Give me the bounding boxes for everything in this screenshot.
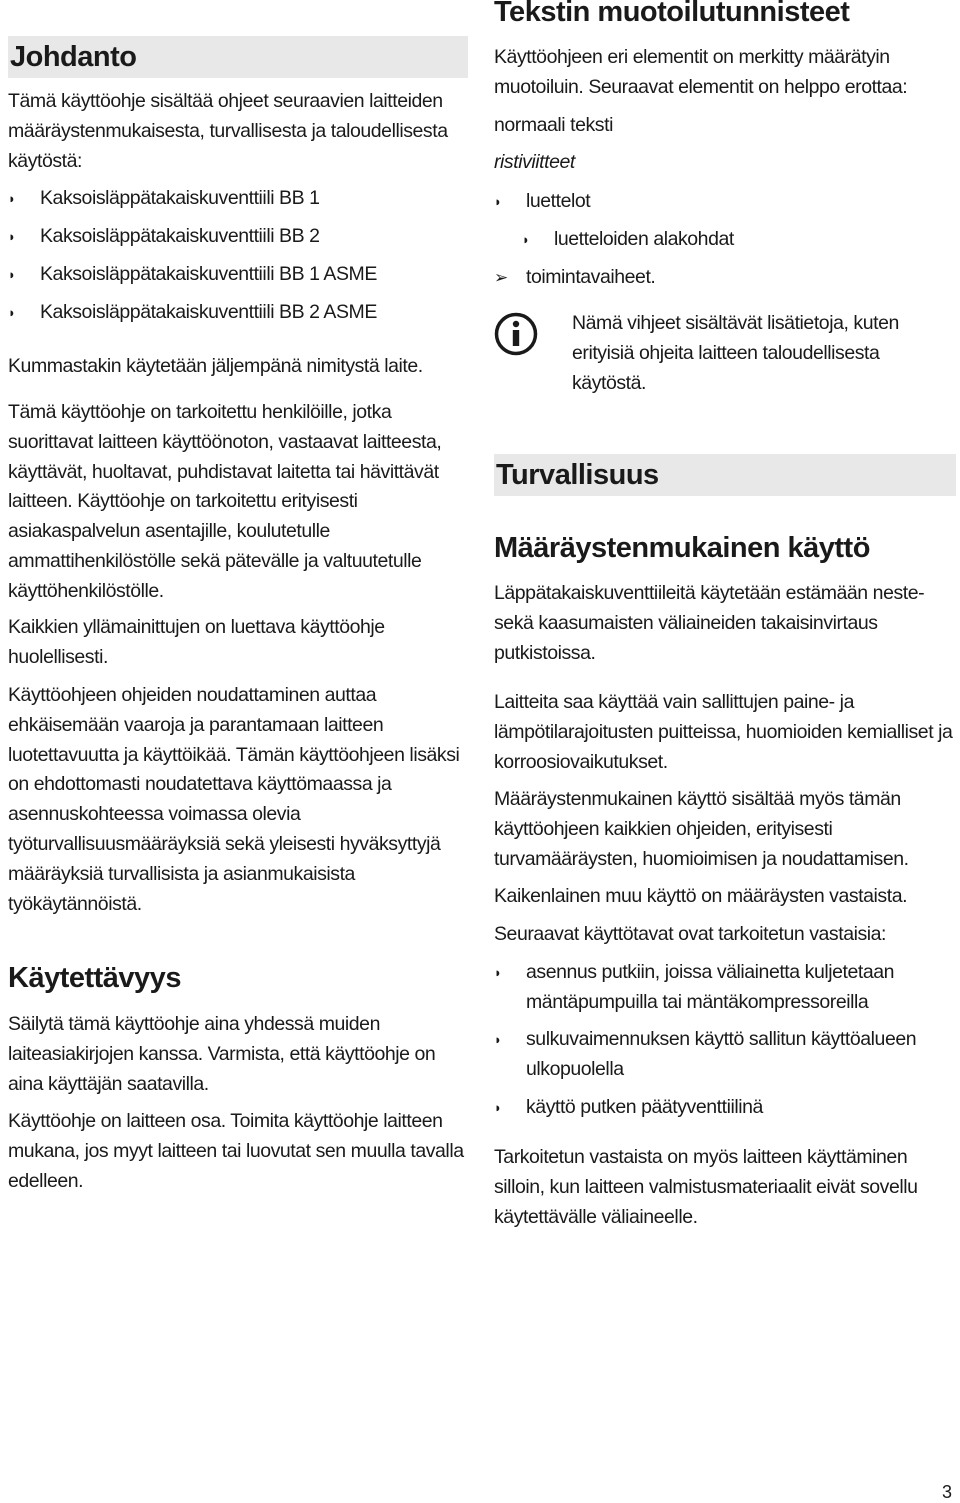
proper-text-1: Läppätakaiskuventtiileitä käytetään estämään neste- sekä kaasumaisten väliaineiden takaisinvirtaus putkistoissa. bbox=[494, 582, 925, 664]
format-heading: Tekstin muotoilutunnisteet bbox=[494, 0, 850, 28]
bullet-icon: ◗ bbox=[494, 965, 502, 980]
usability-text-1: Säilytä tämä käyttöohje aina yhdessä muiden laiteasiakirjojen kanssa. Varmista, että käyttöohje on aina käyttäjän saatavilla. bbox=[8, 1013, 436, 1095]
normal-text-example: normaali teksti bbox=[494, 114, 613, 136]
following-text: Käyttöohjeen ohjeiden noudattaminen auttaa ehkäisemään vaaroja ja parantamaan laitteen luotettavuutta ja käyttöikää. Tämän käyttöohjeen lisäksi on ehdottomasti noudatettava käyttömaassa ja asennuskohteessa voimassa olevia työturvallisuusmääräyksiä sekä yleisesti hyväksyttyjä määräyksiä turvallisista ja asianmukaisista työkäytännöistä. bbox=[8, 684, 460, 915]
bullet-icon: ◗ bbox=[522, 232, 530, 247]
bullet-icon: ◗ bbox=[494, 1100, 502, 1115]
final-text: Tarkoitetun vastaista on myös laitteen käyttäminen silloin, kun laitteen valmistusmateriaalit eivät sovellu käytettävälle väliaineelle. bbox=[494, 1146, 918, 1228]
bullet-icon: ◗ bbox=[494, 1032, 502, 1047]
proper-text-2: Laitteita saa käyttää vain sallittujen paine- ja lämpötilarajoitusten puitteissa, huomioiden kemialliset ja korroosiovaikutukset. bbox=[494, 691, 953, 773]
format-intro: Käyttöohjeen eri elementit on merkitty määrätyin muotoiluin. Seuraavat elementit on helppo erottaa: bbox=[494, 46, 908, 98]
tip-text: Nämä vihjeet sisältävät lisätietoja, kuten erityisiä ohjeita laitteen taloudellisesta käytöstä. bbox=[572, 312, 899, 394]
intro-heading: Johdanto bbox=[8, 36, 468, 78]
usability-heading: Käytettävyys bbox=[8, 962, 181, 994]
page-number: 3 bbox=[941, 1482, 952, 1502]
bullet-icon: ◗ bbox=[8, 305, 16, 320]
improper-intro: Seuraavat käyttötavat ovat tarkoitetun vastaisia: bbox=[494, 923, 887, 945]
bullet-icon: ◗ bbox=[8, 191, 16, 206]
bullet-icon: ◗ bbox=[8, 229, 16, 244]
bullet-icon: ◗ bbox=[8, 267, 16, 282]
safety-heading: Turvallisuus bbox=[494, 454, 956, 496]
devices-note: Kummastakin käytetään jäljempänä nimitystä laite. bbox=[8, 355, 423, 377]
proper-text-4: Kaikenlainen muu käyttö on määräysten vastaista. bbox=[494, 885, 908, 907]
usability-text-2: Käyttöohje on laitteen osa. Toimita käyttöohje laitteen mukana, jos myyt laitteen tai luovutat sen muulla tavalla edelleen. bbox=[8, 1110, 464, 1192]
audience-text: Tämä käyttöohje on tarkoitettu henkilöille, jotka suorittavat laitteen käyttöönoton, vastaavat laitteesta, käyttävät, huoltavat, puhdistavat laitetta tai hävittävät laitteen. Käyttöohje on tarkoitettu erityisesti asiakaspalvelun asentajille, koulutetulle ammattihenkilöstölle sekä pätevälle ja valtuutetulle käyttöhenkilöstölle. bbox=[8, 401, 442, 602]
read-note: Kaikkien yllämainittujen on luettava käyttöohje huolellisesti. bbox=[8, 616, 385, 668]
info-icon bbox=[494, 312, 538, 356]
arrow-icon: ➢ bbox=[494, 268, 508, 287]
proper-text-3: Määräystenmukainen käyttö sisältää myös tämän käyttöohjeen kaikkien ohjeiden, erityisesti turvamääräysten, huomioimisen ja noudattamisen. bbox=[494, 788, 909, 870]
bullet-icon: ◗ bbox=[494, 194, 502, 209]
cross-ref-example: ristiviitteet bbox=[494, 151, 575, 173]
intro-text: Tämä käyttöohje sisältää ohjeet seuraavien laitteiden määräystenmukaisesta, turvallisesta ja taloudellisesta käytöstä: bbox=[8, 90, 448, 172]
proper-use-heading: Määräystenmukainen käyttö bbox=[494, 532, 870, 564]
